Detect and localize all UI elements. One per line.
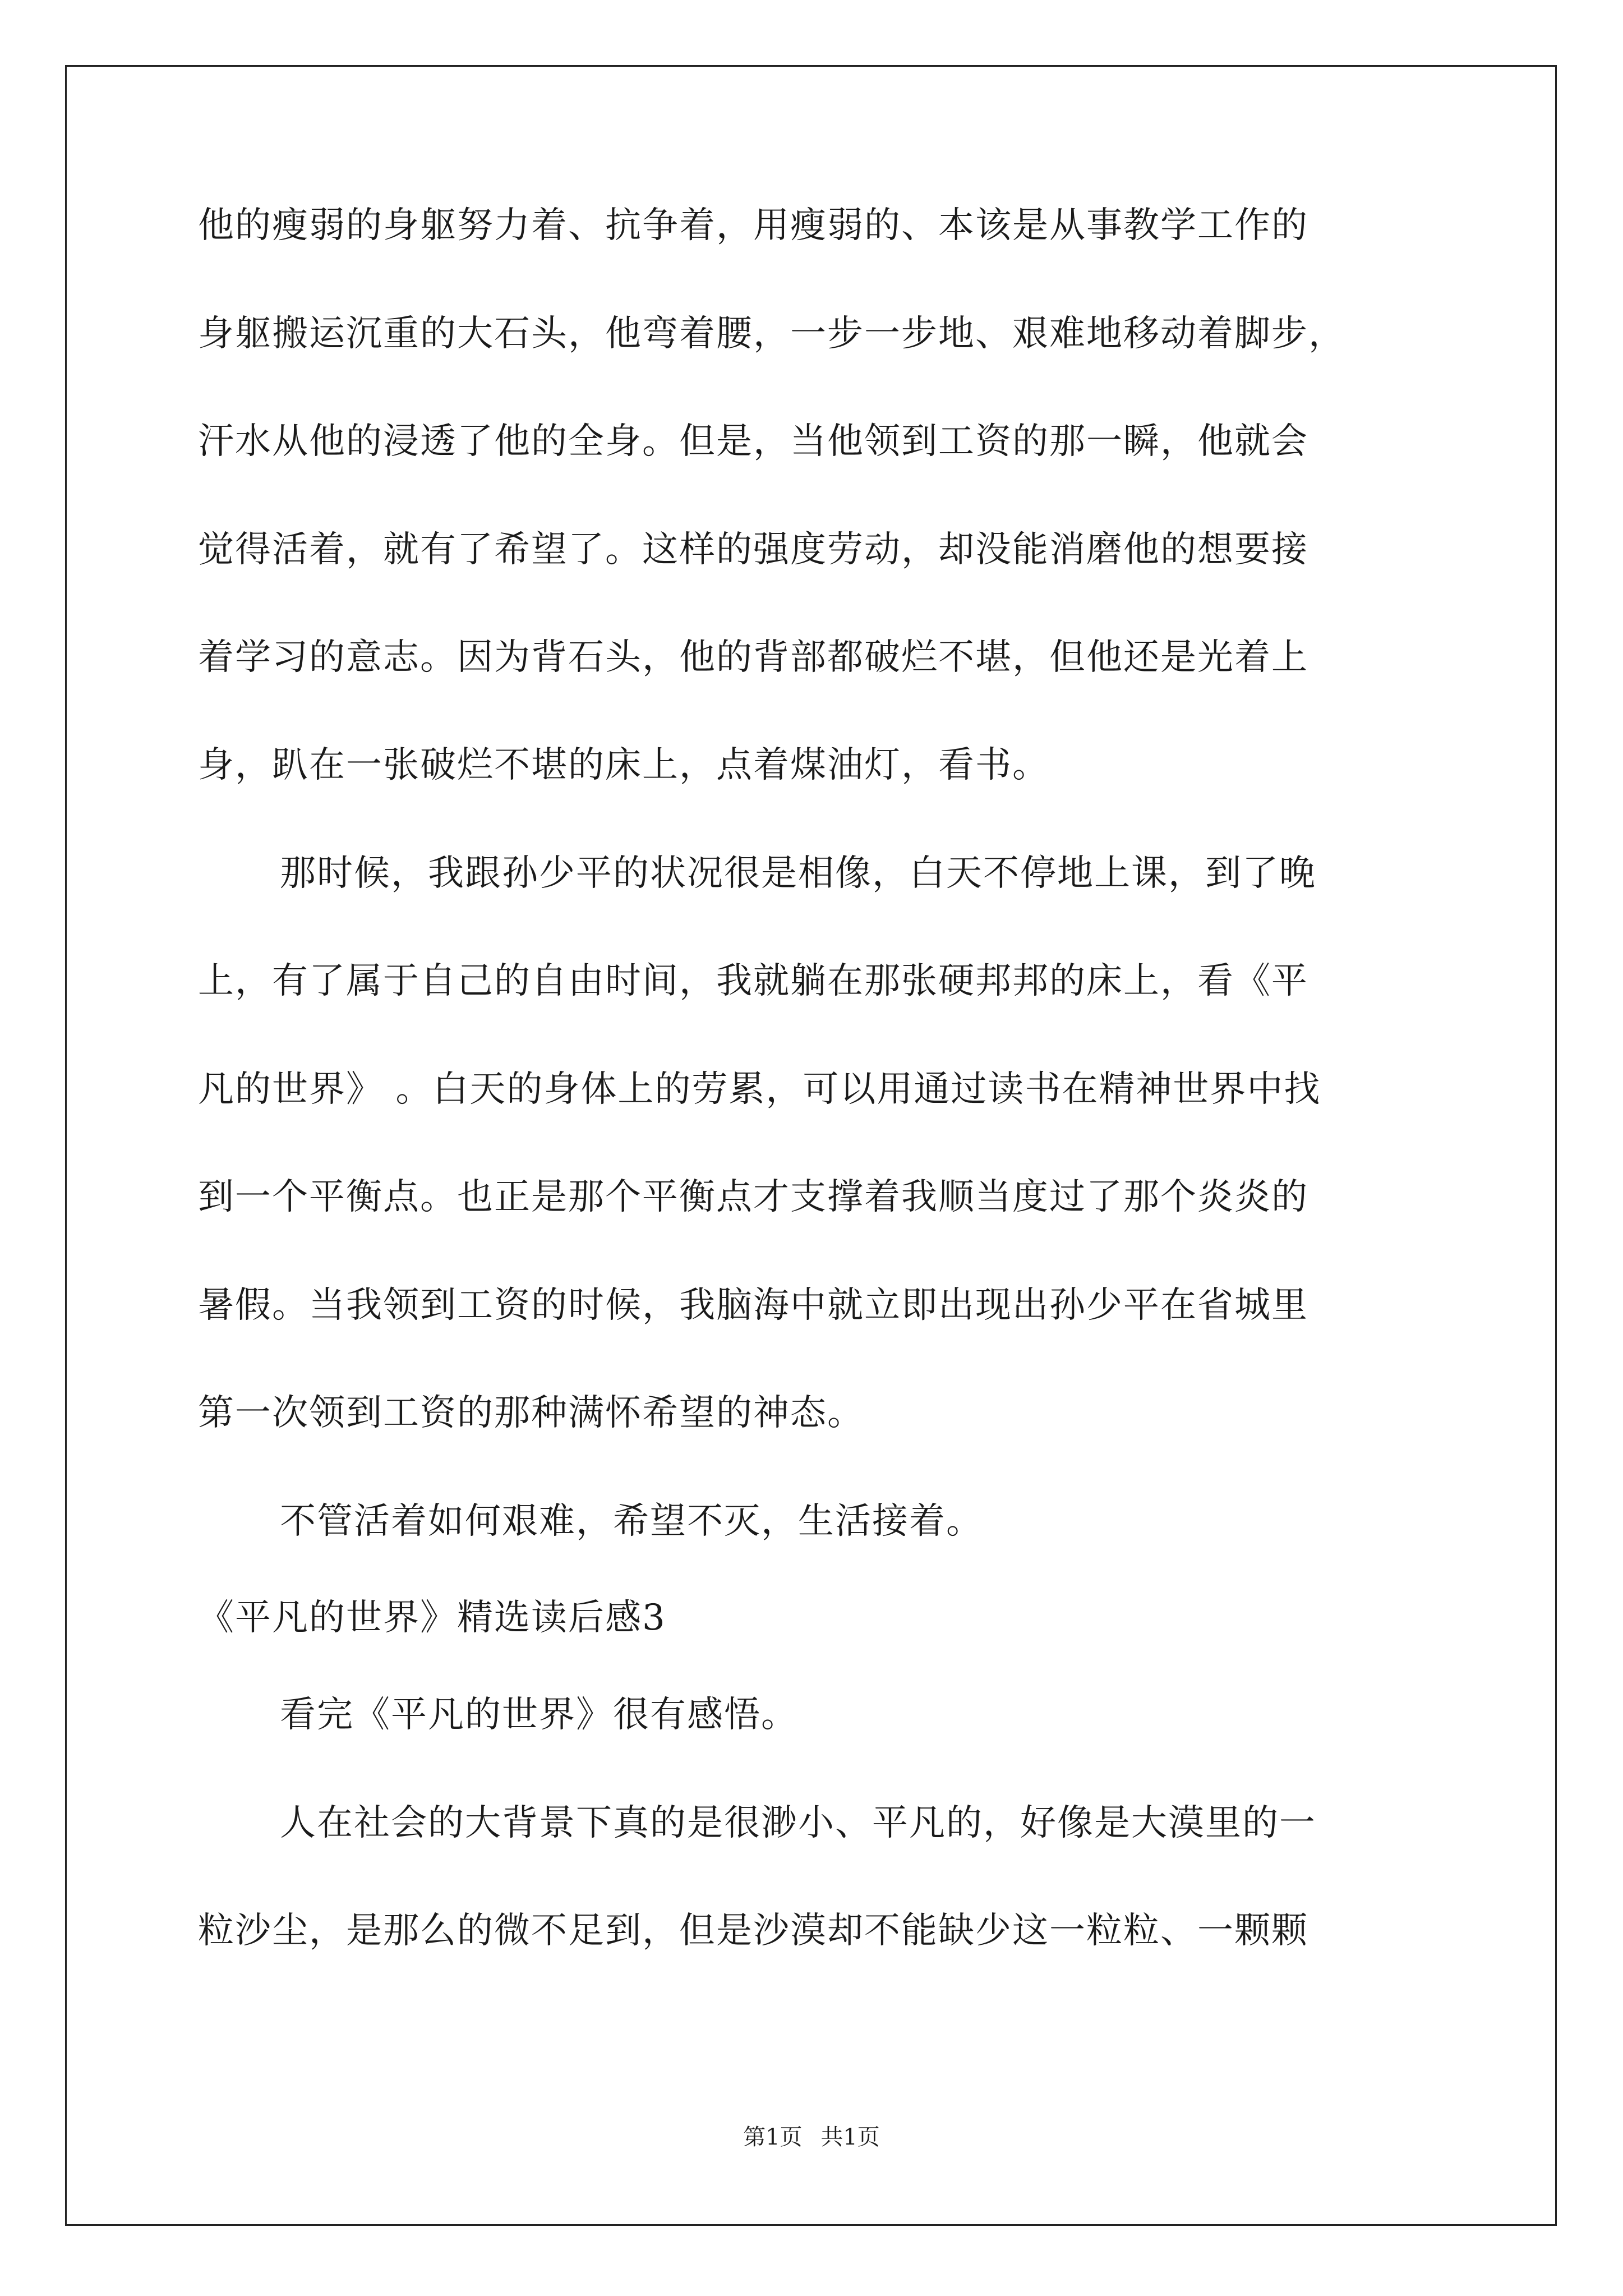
text-line: 汗水从他的浸透了他的全身。但是，当他领到工资的那一瞬，他就会 [198, 421, 1308, 462]
text-line: 不管活着如何艰难，希望不灭，生活接着。 [280, 1501, 983, 1542]
text-line: 暑假。当我领到工资的时候，我脑海中就立即出现出孙少平在省城里 [198, 1285, 1308, 1326]
section-heading: 《平凡的世界》精选读后感3 [198, 1597, 666, 1639]
page-total: 共1页 [820, 2124, 880, 2150]
text-line: 看完《平凡的世界》很有感悟。 [280, 1694, 798, 1736]
text-line: 人在社会的大背景下真的是很渺小、平凡的，好像是大漠里的一 [280, 1802, 1316, 1844]
text-line: 第一次领到工资的那种满怀希望的神态。 [198, 1392, 864, 1434]
text-line: 他的瘦弱的身躯努力着、抗争着，用瘦弱的、本该是从事教学工作的 [198, 205, 1308, 246]
text-line: 到一个平衡点。也正是那个平衡点才支撑着我顺当度过了那个炎炎的 [198, 1176, 1308, 1218]
text-line: 身，趴在一张破烂不堪的床上，点着煤油灯，看书。 [198, 744, 1049, 786]
text-line: 觉得活着，就有了希望了。这样的强度劳动，却没能消磨他的想要接 [198, 529, 1308, 570]
page-footer [0, 2126, 1623, 2148]
text-line: 着学习的意志。因为背石头，他的背部都破烂不堪，但他还是光着上 [198, 637, 1308, 678]
text-line: 那时候，我跟孙少平的状况很是相像，白天不停地上课，到了晚 [280, 853, 1316, 894]
text-line: 凡的世界》 。白天的身体上的劳累，可以用通过读书在精神世界中找 [198, 1069, 1321, 1110]
text-line: 身躯搬运沉重的大石头，他弯着腰，一步一步地、艰难地移动着脚步， [198, 313, 1345, 355]
text-line: 粒沙尘，是那么的微不足到，但是沙漠却不能缺少这一粒粒、一颗颗 [198, 1910, 1308, 1952]
text-line: 上，有了属于自己的自由时间，我就躺在那张硬邦邦的床上，看《平 [198, 960, 1308, 1002]
page-border [65, 65, 1557, 2226]
page-number: 第1页 [743, 2124, 803, 2150]
